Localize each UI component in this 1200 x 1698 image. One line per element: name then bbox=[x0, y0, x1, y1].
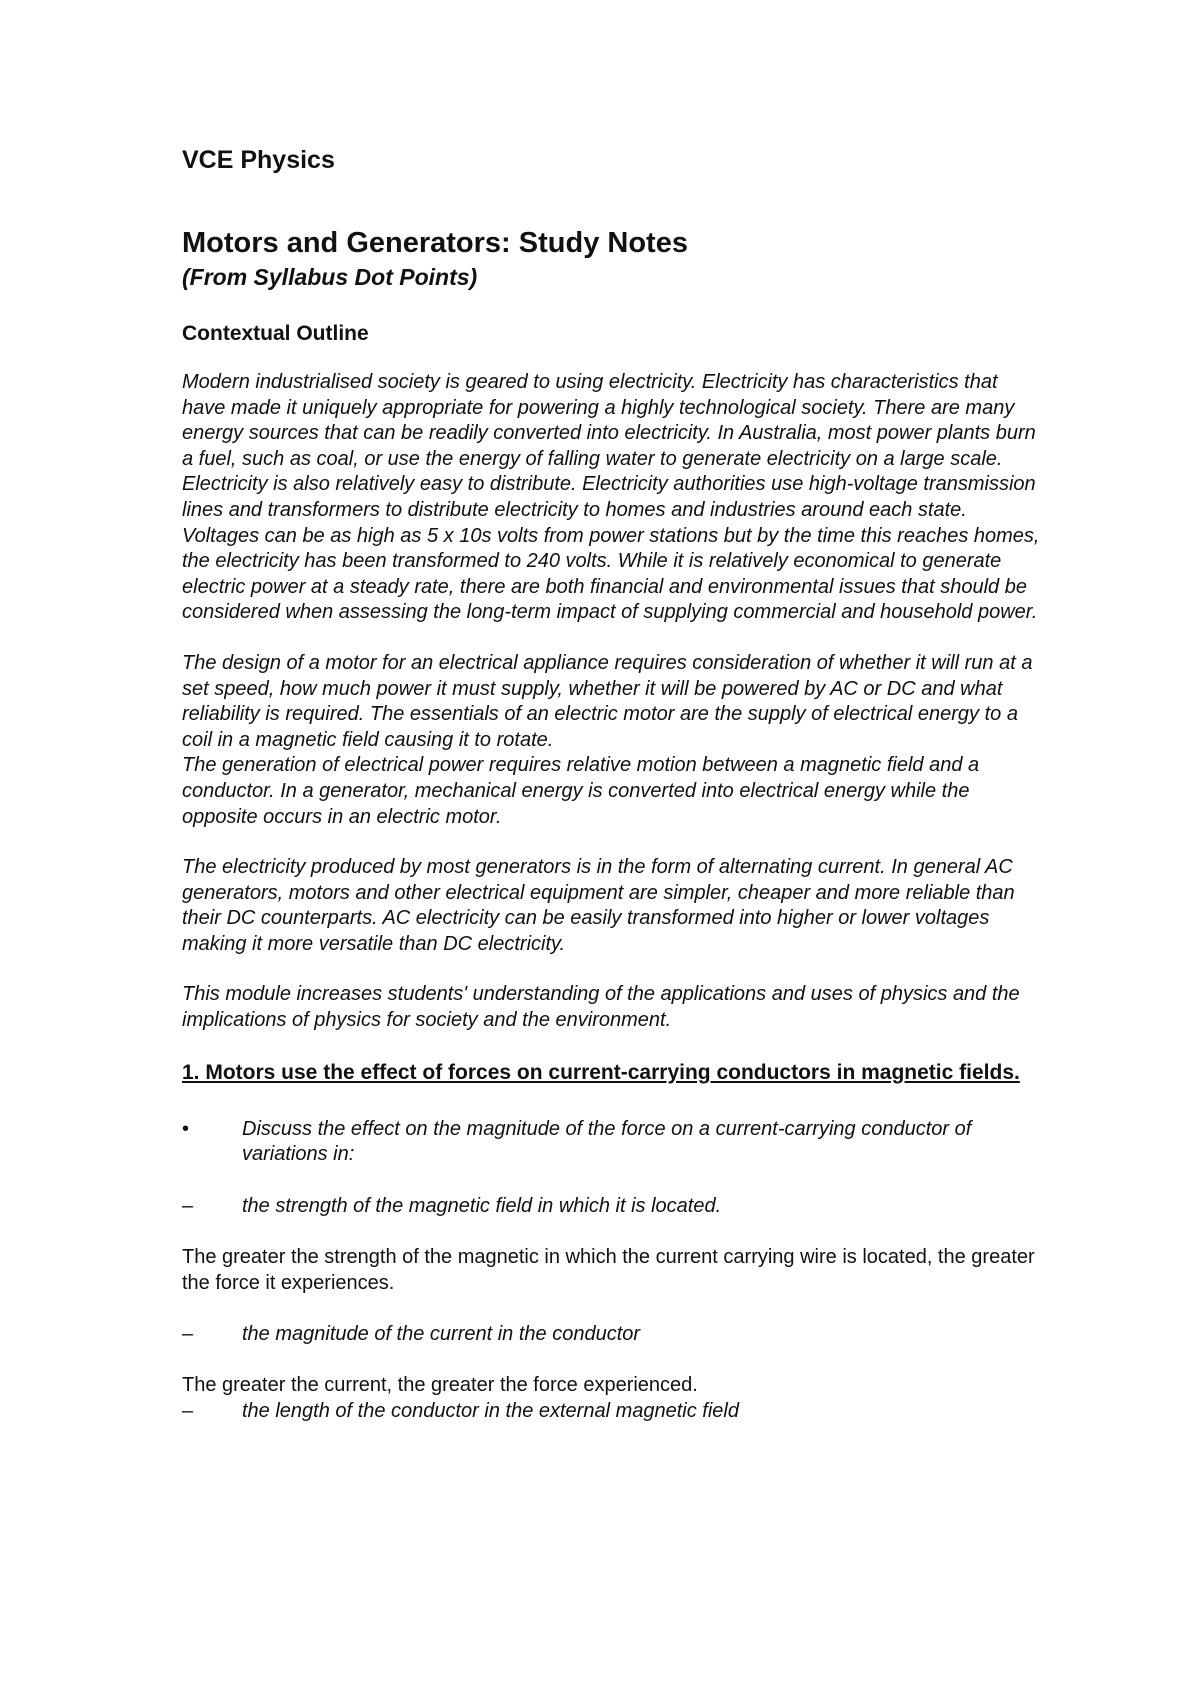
dash-symbol: – bbox=[182, 1399, 194, 1422]
paragraph-motor-design: The design of a motor for an electrical appliance requires consideration of whether it will run at a set speed, how much power it must supply, whether it will be powered by AC or DC and what reliability is required. The essentials of an electric motor are the supply of electrical energy to a coil in a magnetic field causing it to rotate. bbox=[182, 651, 1033, 751]
dash-symbol: – bbox=[182, 1322, 194, 1345]
dash-item-field-strength bbox=[182, 1194, 1042, 1220]
paragraph-intro: Modern industrialised society is geared to using electricity. Electricity has characteristics that have made it uniquely appropriate for powering a highly technological society. There are many energy sources that can be readily converted into electricity. In Australia, most power plants burn a fuel, such as coal, or use the energy of falling water to generate electricity on a large scale. Electricity is also relatively easy to distribute. Electricity authorities use high-voltage transmission lines and transformers to distribute electricity to homes and industries around each state. Voltages can be as high as 5 x 10s volts from power stations but by the time this reaches homes, the electricity has been transformed to 240 volts. While it is relatively economical to generate electric power at a steady rate, there are both financial and environmental issues that should be considered when assessing the long-term impact of supplying commercial and household power. bbox=[182, 371, 1040, 624]
document-body bbox=[182, 143, 1042, 1424]
dash-text: the magnitude of the current in the conductor bbox=[242, 1322, 641, 1345]
dash-item-current bbox=[182, 1322, 1042, 1348]
paragraph-module-aim: This module increases students' understanding of the applications and uses of physics and the implications of physics for society and the environment. bbox=[182, 983, 1020, 1032]
dash-item-length bbox=[182, 1399, 1042, 1425]
dash-symbol: – bbox=[182, 1194, 194, 1217]
answer-field-strength: The greater the strength of the magnetic in which the current carrying wire is located, the greater the force it experiences. bbox=[182, 1246, 1035, 1295]
course-title: VCE Physics bbox=[182, 146, 335, 174]
bullet-text: Discuss the effect on the magnitude of the force on a current-carrying conductor of variations in: bbox=[242, 1117, 972, 1166]
dash-text: the strength of the magnetic field in which it is located. bbox=[242, 1194, 722, 1217]
bullet-item bbox=[182, 1117, 1042, 1168]
answer-current: The greater the current, the greater the force experienced. bbox=[182, 1374, 698, 1397]
paragraph-ac-electricity: The electricity produced by most generators is in the form of alternating current. In general AC generators, motors and other electrical equipment are simpler, cheaper and more reliable than their DC counterparts. AC electricity can be easily transformed into higher or lower voltages making it more versatile than DC electricity. bbox=[182, 856, 1015, 955]
module-heading: 1. Motors use the effect of forces on current-carrying conductors in magnetic fields. bbox=[182, 1060, 1020, 1084]
paragraph-generation: The generation of electrical power requires relative motion between a magnetic field and a conductor. In a generator, mechanical energy is converted into electrical energy while the opposite occurs in an electric motor. bbox=[182, 754, 980, 828]
dash-text: the length of the conductor in the external magnetic field bbox=[242, 1399, 739, 1422]
main-title: Motors and Generators: Study Notes bbox=[182, 227, 688, 259]
section-heading-contextual-outline: Contextual Outline bbox=[182, 322, 369, 345]
bullet-symbol: • bbox=[182, 1117, 190, 1140]
subtitle: (From Syllabus Dot Points) bbox=[182, 264, 478, 290]
